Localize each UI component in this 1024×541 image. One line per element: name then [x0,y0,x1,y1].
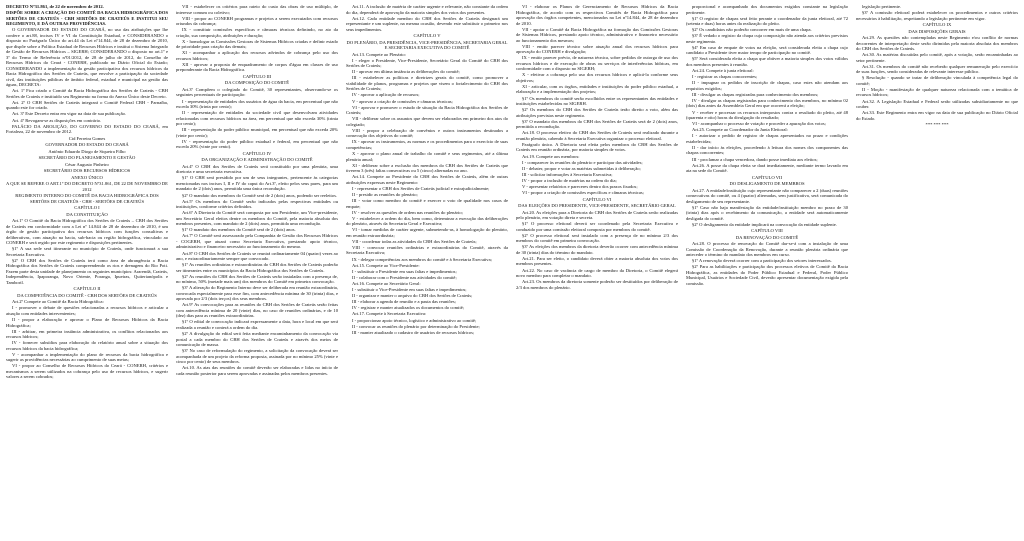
paragraph: Art.28. O processo de renovação do Comitê dar-se-á com a instalação de uma Comissão de Coordenação da Renovação, durante a reunião plenária ordinária que anteceder o término do mandato dos membros em curso. [686,241,848,258]
paragraph: X - aprovar o plano anual de trabalho do comitê e seus regimentos, até a última plenária anual; [346,151,508,162]
paragraph: §1º O CBH será presidido por um de seus integrantes, pertencente às categorias mencionadas nos incisos I, II e IV do caput do Art.3º, eleito pelos seus pares, para um mandato de 2 (dois) anos, permitida uma única recondução. [176,175,338,192]
paragraph: I - autorizar o pedido de registro de chapas apresentados no prazo e condições estabelecidas; [686,133,848,144]
paragraph: IX - emitir parecer prévio, de natureza técnica, sobre pedidos de outorga de uso dos recursos hídricos e de execução de obras ou serviços de interferências hídricas, em conformidade com o disposto no SIGERH; [516,55,678,72]
paragraph: VI - tomar medidas de caráter urgente, submetendo-as, à homologação do plenário, em reunião extraordinária; [346,227,508,238]
paragraph: PALÁCIO DA ABOLIÇÃO, DO GOVERNO DO ESTADO DO CEARÁ, em Fortaleza, 22 de novembro de 2012. [6,123,168,135]
section-heading: CAPÍTULO IV [242,150,272,156]
paragraph: Art. 3º Este Decreto entra em vigor na data de sua publicação. [12,111,127,117]
paragraph: §3º As eleições dos membros da diretoria deverão ocorrer com antecedência mínima de 30 (trinta) dias do término do mandato. [516,244,678,255]
paragraph: §3º É vedado o registro da chapa cuja composição não atenda aos critérios previstos neste regimento. [686,33,848,44]
paragraph: VI - acompanhar o processo de votação e proceder a apuração dos votos; [692,121,826,127]
paragraph: II - aprovar em última instância as deliberações do comitê; [352,69,460,75]
paragraph: I - representação de entidades dos usuários de água da bacia, em percentual que não exceda 30% (trinta por cento); [176,98,338,110]
paragraph: Art.26. A posse da chapa eleita se dará imediatamente, mediante termo lavrado em ata na sede do Comitê. [686,162,848,174]
section-heading: CAPÍTULO IX [922,22,952,28]
paragraph: §4º Em caso de empate de votos na eleição, será considerada eleita a chapa cujo candidato a Presidente tiver maior tempo de participação no comitê. [686,44,848,56]
paragraph: IV - fornecer subsídios para elaboração do relatório anual sobre a situação dos recursos hídricos da bacia hidrográfica; [6,340,168,351]
section-heading: CAPÍTULO VI [582,196,612,202]
paragraph: III - estabelecer as políticas e diretrizes gerais do comitê, como promover a viabilidade de planos, programas e projetos que visem o fortalecimento do CBH dos Sertões de Crateús; [346,75,508,92]
paragraph: Art.24. Compete à junta eleitoral: [692,68,754,74]
section-heading: CAPÍTULO V [413,33,441,39]
paragraph: II - Moção - manifestação de qualquer natureza relacionada com a temática de recursos hídricos; [856,86,1018,98]
section-heading: SECRETÁRIO DO PLANEJAMENTO E GESTÃO [38,155,136,161]
paragraph: VII - estabelecer os critérios para rateio do custo das obras de uso múltiplo, de interesse comum ou coletivo; [176,4,338,15]
paragraph: §1º As reuniões ordinárias e extraordinárias do CBH dos Sertões de Crateús poderão ser itinerantes entre os municípios da Bacia Hidrográfica dos Sertões de Crateús. [176,262,338,273]
paragraph: III - votar como membro do comitê e exercer o voto de qualidade nos casos de empate; [346,198,508,209]
paragraph: Art.32. A Legislação Estadual e Federal serão utilizadas subsidiariamente no que couber. [856,98,1018,110]
paragraph: I - representar o CBH dos Sertões de Crateús judicial e extrajudicialmente; [352,185,490,191]
paragraph: II - dar início às eleições, procedendo à leitura dos nomes dos componentes das chapas concorrentes; [686,144,848,156]
paragraph: VII - deliberar sobre os assuntos que devem ser elaborados em primeiro dos atos do colegiado; [346,116,508,127]
paragraph: Art.5º Os membros do Comitê serão indicados pelas respectivas entidades ou instituições, conforme critérios definidos. [176,198,338,210]
paragraph: Art.3º Compõem o colegiado do Comitê, 30 representantes, observando-se os seguintes percentuais de participação: [176,86,338,98]
column-4 [516,4,678,537]
paragraph: §2º Para as habilitações e participação dos processos eletivos de Comitê da Bacia Hidrográfica, as entidades do Poder Público Estadual e Federal, Poder Público Municipal, Usuários e Sociedade Civil, deverão apresentar documentação exigida pela comissão. [686,264,848,286]
paragraph: IX - delegar competências aos membros do comitê e à Secretaria Executiva; [352,256,492,262]
paragraph: X - efetivar a cobrança pelo uso dos recursos hídricos e aplicá-la conforme seus objetivos; [516,72,678,83]
paragraph: Art.4º O CBH dos Sertões de Crateús será constituído por uma plenária, uma diretoria e uma secretaria executiva. [176,163,338,175]
paragraph: VIII - propor a celebração de convênios e outros instrumentos destinados a consecução dos objetivos do comitê; [346,127,508,139]
paragraph: §1º A renovação deverá ocorrer com a participação dos setores interessados. [692,258,832,264]
column-5 [686,4,848,537]
column-3 [346,4,508,537]
paragraph: V - apresentar relatórios e pareceres dentro dos prazos fixados; [522,184,638,189]
paragraph: legislação pertinente. [862,4,902,9]
paragraph: § Resolução - quando se tratar de deliberação vinculada à competência legal do comitê; [856,75,1018,86]
paragraph: §2º O mandato dos membros do Comitê será de 2 (dois) anos, podendo ser reeleitos. [182,192,338,198]
paragraph: I - substituir o Presidente em suas faltas e impedimentos; [352,268,457,274]
paragraph: §1º Caso não haja manifestação da entidade/instituição membro no prazo de 30 (trinta) dias após o recebimento da comunicação, a entidade será automaticamente desligada do comitê. [686,204,848,221]
paragraph: DISPÕE SOBRE A CRIAÇÃO DO COMITÊ DA BACIA HIDROGRÁFICA DOS SERTÕES DE CRATEÚS - CBH SERTÕES DE CRATEÚS E INSTITUI SEU REGIMENTO, E DÁ OUTRAS PROVIDÊNCIAS. [6,10,168,27]
paragraph: §2º A divulgação do edital será feita mediante encaminhamento da convocação via postal a cada membro do CBH dos Sertões de Crateús e através dos meios de comunicação de massa. [176,331,338,348]
section-heading: ANEXO ÚNICO [71,174,103,180]
paragraph: Art. 1º Fica criado o Comitê da Bacia Hidrográfica dos Sertões de Crateús - CBH Sertões de Crateús e instituído seu Regimento na forma do Anexo Único deste Decreto. [6,88,168,99]
paragraph: Art.18. O processo eletivo do CBH dos Sertões de Crateús será realizado durante a reunião plenária, cabendo à Secretaria Executiva organizar o processo eleitoral. [516,130,678,141]
column-1 [6,4,168,537]
paragraph: §2º Os membros do CBH dos Sertões de Crateús terão direito a voto, além das atribuições previstas neste regimento. [516,107,678,118]
paragraph: III - elaborar a agenda de reunião e a pauta das reuniões; [352,299,456,305]
paragraph: II - impugnar os pedidos de inscrição de chapas, caso estes não atendam aos requisitos exigidos; [686,80,848,91]
paragraph: III - arbitrar, em primeira instância administrativa, os conflitos relacionados aos recursos hídricos; [6,328,168,340]
paragraph: V - aprovar a criação de comissões e câmaras técnicas; [352,98,453,104]
paragraph: O GOVERNADOR DO ESTADO DO CEARÁ, no uso das atribuições que lhe confere o art.88, incisos IV e VI da Constituição Estadual, e CONSIDERANDO o disposto no Parágrafo Único do art.44 da Lei nº14.844, de 28 de dezembro de 2010, que dispõe sobre a Política Estadual de Recursos Hídricos e institui o Sistema Integrado de Gestão de Recursos Hídricos – SIGERH; CONSIDERANDO o disposto no art.1º e 3º do Termo de Referência nº01/2012, de 28 de julho de 2012, do Conselho de Recursos Hídricos do Ceará - CONERH, publicado no Diário Oficial do Estado; CONSIDERANDO a implementação da gestão participativa dos recursos hídricos da Bacia Hidrográfica dos Sertões de Crateús, que envolve a participação da sociedade civil, das instituições públicas de âmbito federal, estadual e municipal na gestão das águas, DECRETA: [6,27,168,88]
paragraph: I - proporcionar apoio técnico, logístico e administrativo ao comitê; [352,317,477,323]
section-heading: CAPÍTULO III [242,73,272,79]
paragraph: II - presidir as reuniões do plenário; [352,191,418,197]
paragraph: VII - coordenar todas as atividades do CBH dos Sertões de Crateús; [352,238,477,244]
paragraph: VIII - convocar reuniões ordinárias e extraordinárias do Comitê, através da Secretaria Executiva; [346,244,508,256]
paragraph: §1º O edital de convocação indicará expressamente a data, hora e local em que será realizada a reunião e conterá a ordem do dia. [176,319,338,330]
paragraph: Art.23. Os membros da diretoria somente poderão ser destituídos por deliberação de 2/3 dos membros do plenário. [516,279,678,290]
section-heading: CAPÍTULO I [74,205,100,211]
paragraph: IV - representação do poder público estadual e federal, em percentual que não exceda 20% (vinte por cento). [176,138,338,150]
paragraph: XI - acompanhar a aplicação dos recursos advindos de cobrança pelo uso dos recursos hídricos; [176,50,338,61]
paragraph: Art.20. As eleições para a Diretoria do CBH dos Sertões de Crateús serão realizadas pelo plenário, em votação direta e secreta. [516,209,678,221]
column-6 [856,4,1018,537]
paragraph: Art.13. Compete ao Plenário: [352,51,406,57]
paragraph: IV - divulgar as chapas registradas para conhecimento dos membros, no mínimo 02 (dois) dias antes da Assembleia Geral em que ocorrerá a eleição; [686,97,848,109]
paragraph: Art.19. Compete aos membros: [522,153,580,159]
paragraph: XI - deliberar sobre a exclusão dos membros do CBH dos Sertões de Crateús que tiverem 3 (três) faltas consecutivas ou 5 (cinco) alternadas no ano. [346,162,508,174]
paragraph: II - colaborar com o Presidente nas atividades do comitê; [352,274,457,280]
end-marker: *** *** *** [925,121,949,127]
section-heading: SECRETÁRIO DOS RECURSOS HÍDRICOS [43,168,131,174]
paragraph: XI - articular, com os órgãos, entidades e instituições do poder público estadual, a elaboração e a implementação dos projetos; [516,83,678,95]
section-heading: CAPÍTULO VII [751,174,783,180]
paragraph: §3º A comissão eleitoral poderá estabelecer os procedimentos e outros critérios necessários à habilitação, respeitando a legislação pertinente em vigor. [856,10,1018,21]
paragraph: §1º Os membros do comitê serão escolhidos entre os representantes das entidades e instituições estabelecidas no SIGERH. [516,95,678,107]
paragraph: §2º O CBH dos Sertões de Crateús terá como área de abrangência a Bacia Hidrográfica dos Sertões de Crateús compreendendo os rios e drenagens do Rio Poti. Fazem parte desta unidade de planejamento os seguintes municípios: Ararendá, Crateús, Independência, Ipaporanga, Novo Oriente, Poranga, Ipueiras, Quiterianópolis e Tamboril. [6,257,168,285]
paragraph: Art.15. Compete ao Vice-Presidente: [352,262,420,268]
paragraph: V - receber e processar os recursos interpostos contra o resultado do pleito, até 48 (quarenta e oito) horas da divulgação do resultado; [686,109,848,121]
paragraph: §1º O processo eleitoral deverá ser coordenado pela Secretaria Executiva e conduzido por uma comissão eleitoral composta por membros do comitê. [516,221,678,232]
paragraph: VIII - emitir parecer técnico sobre atuação anual dos recursos hídricos para aprovação do CONERH e divulgação; [516,43,678,55]
paragraph: VI - propor ao Conselho de Recursos Hídricos do Ceará - CONERH, critérios e mecanismos a serem utilizados na cobrança pelo uso de recursos hídricos, e sugerir valores a serem cobrados; [6,363,168,380]
paragraph: Art. 4º Revogam-se as disposições em contrário. [12,117,102,123]
paragraph: Art.33. Este Regimento entra em vigor na data de sua publicação no Diário Oficial do Estado. [856,110,1018,121]
paragraph: Art.25. Compete ao Coordenador da Junta Eleitoral: [692,127,788,133]
column-2 [176,4,338,537]
paragraph: Art.31. Os membros do comitê não receberão qualquer remuneração pelo exercício de suas funções, sendo consideradas de relevante interesse público. [856,63,1018,75]
paragraph: Art.21. Para ser eleito, o candidato deverá obter a maioria absoluta dos votos dos membros presentes. [516,255,678,267]
section-heading: CAPÍTULO II [73,286,101,292]
paragraph: II - organizar e manter o arquivo do CBH dos Sertões de Crateús; [352,293,473,299]
paragraph: Art.12. Cada entidade membro do CBH dos Sertões de Crateús designará um representante e um suplente, na mesma ocasião, devendo este substituir o primeiro nos seus impedimentos. [346,15,508,32]
section-heading: A QUE SE REFERE O ART.1º DO DECRETO Nº31.861, DE 22 DE NOVEMBRO DE 2012 [6,181,168,192]
paragraph: X - homologar as Comissões Gestoras de Sistemas Hídricos criadas e definir estado de prioridade para criação das demais; [176,38,338,50]
section-heading: DAS DISPOSIÇÕES GERAIS [908,28,966,34]
paragraph: III - solicitar informações à Secretaria Executiva; [522,171,613,177]
paragraph: Art.1º O Comitê da Bacia Hidrográfica dos Sertões de Crateús – CBH dos Sertões de Crateús em conformidade com a Lei nº 14.844 de 28 de dezembro de 2010, é um órgão de gestão participativa dos recursos hídricos com funções consultivas e deliberativas, com atuação na bacia, sub-bacia ou região hidrográfica, vinculado ao CONERH e será regido por este regimento e disposições pertinentes. [6,218,168,246]
paragraph: I - substituir o Vice-Presidente em suas faltas e impedimentos; [352,287,467,293]
paragraph: Art.11. A inclusão de matéria de caráter urgente e relevante, não constante da ordem do dia, dependerá de aprovação da maioria simples dos votos dos presentes. [346,4,508,15]
paragraph: Parágrafo único. A Diretoria será eleita pelos membros do CBH dos Sertões de Crateús em reunião ordinária, por maioria simples de votos. [516,141,678,153]
paragraph: XII - aprovar a proposta de enquadramento de corpos d'água em classes de uso preponderante da Bacia Hidrográfica. [176,61,338,73]
paragraph: Art. 2º O CBH Sertões de Crateús integrará o Comitê Federal CBH - Parnaíba, quando este for criado. [6,99,168,111]
section-heading: DA COMPETÊNCIA DO COMITÊ - CBH DOS SERTÕES DE CRATEÚS [17,292,157,298]
paragraph: DECRETO Nº31.861, de 22 de novembro de 2012. [6,4,104,9]
paragraph: §3º No caso de reformulação do regimento, a solicitação da convocação deverá ser acompanhada de um projeto da reforma proposta, assinada por no mínimo 25% (vinte e cinco por cento) de seus membros. [176,348,338,365]
paragraph: §2º Os candidatos não poderão concorrer em mais de uma chapa. [692,27,812,33]
paragraph: Art.14. Compete ao Presidente do CBH dos Sertões de Crateús, além de outras atribuições expressas neste Regimento: [346,174,508,185]
section-heading: CAPÍTULO VIII [751,228,783,234]
paragraph: I - registrar as chapas concorrentes; [692,74,758,80]
section-heading: Cid Ferreira Gomes [68,135,106,141]
paragraph: IV - resolver as questões de ordem nas reuniões do plenário; [352,209,463,215]
paragraph: Art.30. As matérias discutidas pelo comitê, após a votação, serão encaminhadas ao setor pertinente. [856,52,1018,63]
paragraph: I - comparecer às reuniões do plenário e participar das atividades; [522,159,643,165]
paragraph: §1º A sua sede será itinerante no município de Crateús, onde funcionará a sua Secretaria Executiva. [6,246,168,257]
paragraph: III - representação do poder público municipal, em percentual que não exceda 20% (vinte por cento); [176,127,338,138]
paragraph: II - propor a elaboração e aprovar o Plano de Recursos Hídricos da Bacia Hidrográfica; [6,317,168,328]
section-heading: DO DESLIGAMENTO DE MEMBROS [729,181,805,187]
section-heading: DA RENOVAÇÃO DO COMITÊ [735,234,799,240]
paragraph: §1º O mandato dos membros do Comitê será de 2 (dois) anos. [182,227,296,233]
paragraph: Art.9º As convocações para as reuniões do CBH dos Sertões de Crateús serão feitas com antecedência mínima de 20 (vinte) dias, no caso de reuniões ordinárias, e de 10 (dez) dias para as reuniões extraordinárias. [176,302,338,319]
paragraph: Art.22. No caso de vacância de cargo de membro da Diretoria, o Comitê elegerá novo membro para completar o mandato. [516,267,678,279]
section-heading: Antônio Eduardo Diogo de Siqueira Filho [48,148,126,154]
section-heading: César Augusto Pinheiro [65,161,109,167]
section-heading: DAS ELEIÇÕES DO PRESIDENTE, VICE-PRESIDENTE, SECRETÁRIO GERAL [518,203,676,209]
paragraph: Art.10. As atas das reuniões do comitê deverão ser elaboradas e lidas no início de cada reunião posterior para serem aprovadas e assinadas pelos membros presentes. [176,365,338,376]
section-heading: DO PLENÁRIO, DA PRESIDÊNCIA, VICE-PRESIDÊNCIA, SECRETARIA GERAL E SECRETARIA EXECUTIVA DO COMITÊ [346,39,508,51]
paragraph: VII - apoiar o Comitê da Bacia Hidrográfica na formação das Comissões Gestoras de Sistemas Hídricos, prestando apoio técnico, administrativo e financeiro necessário ao funcionamento dos mesmos; [516,26,678,43]
paragraph: proporcional e acompanhado dos documentos exigidos constante na legislação pertinente. [686,4,848,15]
paragraph: III - manter atualizado o cadastro de usuários de recursos hídricos; [352,329,475,335]
paragraph: III - divulgar as chapas registradas para conhecimento dos membros; [692,91,819,97]
paragraph: Art.6º A Diretoria do Comitê será composta por um Presidente, um Vice-presidente, um Secretário Geral eleitos dentre os membros do Comitê, pela maioria absoluta dos membros presentes, com mandato de 2 (dois) anos, permitida uma recondução. [176,210,338,227]
paragraph: IV - aprovar a aplicação de recursos; [352,92,420,98]
paragraph: II - representação de entidades da sociedade civil que desenvolvam atividades relacionadas com recursos hídricos na área, em percentual que não exceda 30% (trinta por cento); [176,110,338,127]
paragraph: §2º O processo eleitoral será instalado com a presença de no mínimo 2/3 dos membros do comitê em primeira convocação. [516,232,678,244]
paragraph: VI - elaborar os Planos de Gerenciamento de Recursos Hídricos da Bacia Hidrográfica, de acordo com os respectivos Comitês de Bacia Hidrográfica para aprovação dos órgãos competentes, mencionados na Lei nº14.844, de 28 de dezembro de 2010. [516,4,678,26]
paragraph: IX - constituir comissões específicas e câmaras técnicas definindo, no ato da criação, sua composição, atribuições e duração; [176,27,338,38]
paragraph: Art.17. Compete à Secretaria Executiva: [352,311,427,317]
section-heading: DA ORGANIZAÇÃO E ADMINISTRAÇÃO DO COMITÊ [201,157,313,163]
paragraph: VIII - propor ao CONERH programas e projetos a serem executados com recursos oriundos da cobrança; [176,15,338,27]
paragraph: §2º As reuniões do CBH dos Sertões de Crateús serão instaladas com a presença de, no mínimo, 50% (metade mais um) dos membros do Comitê em primeira convocação. [176,273,338,285]
paragraph: V - estabelecer a ordem do dia, bem como, determinar a execução das deliberações do plenário, através da Secretaria Geral e Executiva; [346,215,508,227]
section-heading: REGIMENTO INTERNO DO COMITÊ DA BACIA HIDROGRÁFICA DOS SERTÕES DE CRATEÚS - CBH - SERTÕES DE CRATEÚS [15,193,159,204]
paragraph: Art.7º O Comitê será assessorado pela Companhia de Gestão dos Recursos Hídricos - COGERH, que atuará como Secretaria Executiva, prestando apoio técnico, administrativo e financeiro necessário ao funcionamento do mesmo. [176,233,338,250]
paragraph: VI - aprovar e promover o estudo de situação da Bacia Hidrográfica dos Sertões de Crateús; [346,104,508,116]
section-heading: GOVERNADOR DO ESTADO DO CEARÁ [45,142,129,148]
section-heading: DA CONSTITUIÇÃO [66,211,108,217]
paragraph: §1º O registro de chapas será feito perante o coordenador da junta eleitoral, até 72 (setenta e duas) horas antes da realização do pleito. [686,15,848,27]
paragraph: §3º O mandato dos membros do CBH dos Sertões de Crateús será de 2 (dois) anos, permitida a recondução. [516,118,678,130]
paragraph: V - acompanhar a implementação do plano de recursos da bacia hidrográfica e sugerir as providências necessárias ao cumprimento de suas metas; [6,351,168,363]
paragraph: §2º O desligamento da entidade implicará na convocação da entidade suplente. [692,221,837,227]
paragraph: §3º A alteração do Regimento Interno deve ser deliberada em reunião extraordinária, convocada especialmente para esse fim, com antecedência mínima de 30 (trinta) dias, e aprovada por 2/3 (dois terços) dos seus membros. [176,285,338,302]
paragraph: Art.8º O CBH dos Sertões de Crateús se reunirá ordinariamente 04 (quatro) vezes ao ano, e extraordinariamente sempre que convocado. [176,250,338,261]
paragraph: IX - aprovar os instrumentos, as normas e os procedimentos para o exercício de suas competências; [346,139,508,150]
paragraph: I - promover o debate de questões relacionadas a recursos hídricos e articular a atuação com entidades intervenientes; [6,305,168,316]
section-heading: DA COMPOSIÇÃO DO COMITÊ [224,80,290,86]
paragraph: II - convocar as reuniões do plenário por determinação do Presidente; [352,323,480,329]
paragraph: II - debater, propor e votar as matérias submetidas à deliberação; [522,165,641,171]
paragraph: IV - propor a inclusão de matérias na ordem do dia; [522,177,617,183]
paragraph: VI - propor a criação de comissões específicas e câmaras técnicas; [522,190,644,196]
paragraph: §5º Será considerada eleita a chapa que obtiver a maioria simples dos votos válidos dos membros presentes à reunião. [686,56,848,67]
paragraph: Art.2º Compete ao Comitê da Bacia Hidrográfica: [12,299,104,305]
paragraph: Art.29. As questões não contempladas neste Regimento e/ou conflito de normas decorrentes de interpretação deste serão dirimidas pela maioria absoluta dos membros do CBH dos Sertões de Crateús. [856,35,1018,52]
paragraph: I - eleger o Presidente, Vice-Presidente, Secretário Geral do Comitê do CBH dos Sertões de Crateús; [346,57,508,69]
paragraph: IV - registrar e manter atualizados os documentos do comitê; [352,305,465,311]
paragraph: III - proclamar a chapa vencedora, dando posse imediata aos eleitos; [692,156,818,162]
paragraph: Art.27. A entidade/instituição cujo representante não comparecer a 2 (duas) reuniões consecutivas do comitê, ou 4 (quatro) alternadas, sem justificativa, será comunicada do desligamento de seu representante. [686,187,848,204]
paragraph: Art.16. Compete ao Secretário Geral: [352,280,421,286]
